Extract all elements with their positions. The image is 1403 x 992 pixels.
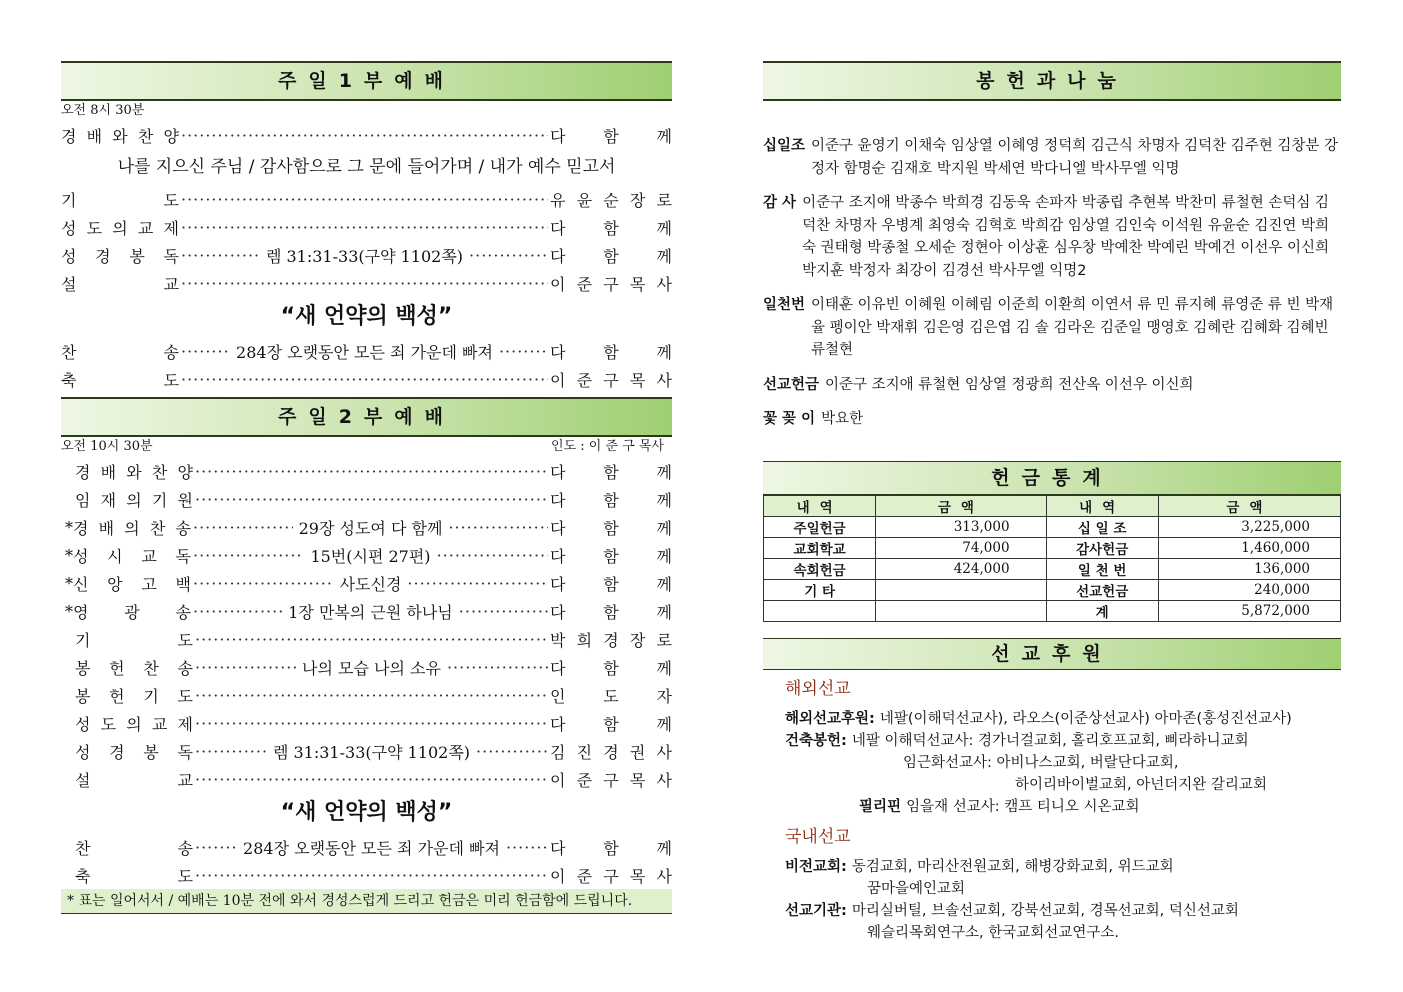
stats-item: 선교헌금 (1046, 579, 1158, 600)
order-row (61, 213, 672, 241)
order-label: 경 배 의 찬 송 (73, 518, 191, 538)
stats-header-row (764, 495, 1341, 516)
order-person: 인 도 자 (550, 686, 672, 706)
mission-line (763, 752, 1341, 774)
order-person: 다 함 께 (549, 574, 672, 594)
mission-value: 네팔(이해덕선교사), 라오스(이준상선교사) 아마존(홍성진선교사) (879, 710, 1292, 727)
order-label: 성 경 봉 독 (61, 246, 179, 266)
stats-item: 십 일 조 (1046, 516, 1158, 537)
order-label: 영 광 송 (73, 602, 191, 622)
order-person: 다 함 께 (549, 602, 672, 622)
leader-dots (193, 574, 334, 593)
order-person: 다 함 께 (550, 342, 672, 362)
stats-row (764, 600, 1341, 621)
order-label: 성 도 의 교 제 (61, 218, 179, 238)
order-row (61, 625, 672, 653)
offering-label: 일천번 (763, 297, 806, 313)
order-label: 성 도 의 교 제 (75, 714, 193, 734)
stats-amount: 313,000 (876, 516, 1046, 537)
leader-dots (195, 686, 548, 705)
order-row (61, 709, 672, 737)
order-label: 찬 송 (75, 838, 193, 858)
order-row (61, 241, 672, 269)
mission-value: 임을재 선교사: 캠프 티니오 시온교회 (906, 798, 1140, 815)
order-detail: 284장 오랫동안 모든 죄 가운데 빠져 (236, 342, 493, 362)
stats-row (764, 516, 1341, 537)
stats-amount: 136,000 (1158, 558, 1340, 579)
order-detail: 렘 31:31-33(구약 1102쪽) (272, 742, 471, 762)
order-label: 설 교 (75, 770, 193, 790)
order-row (61, 861, 672, 889)
offering-list (763, 135, 1341, 431)
order-detail: 사도신경 (339, 574, 402, 594)
order-row (61, 457, 672, 485)
order-row (61, 185, 672, 213)
leader-dots (447, 658, 548, 677)
stats-item: 교회학교 (764, 537, 876, 558)
leader-dots (195, 866, 548, 885)
offering-names: 이준구 조지애 류철현 임상열 정광희 전산옥 이선우 이신희 (825, 376, 1194, 393)
order-person: 다 함 께 (550, 838, 672, 858)
leader-dots (499, 342, 548, 361)
order-label: 경 배 와 찬 양 (61, 126, 179, 146)
order-row (61, 737, 672, 765)
mission-line (763, 730, 1341, 752)
leader-dots (193, 518, 293, 537)
order-row: * 성 시 교 독 ····· 15번(시편 27편) ····· 다 함 께 (61, 541, 672, 569)
leader-dots (181, 190, 548, 209)
order-person: 김 진 경 권 사 (549, 742, 672, 762)
offering-group (763, 135, 1341, 180)
stats-item: 속회헌금 (764, 558, 876, 579)
order-person: 다 함 께 (550, 218, 672, 238)
service2-time-row (61, 437, 672, 457)
stats-column-header: 내역 (764, 495, 876, 516)
order-detail: 렘 31:31-33(구약 1102쪽) (265, 246, 464, 266)
leader-dots (476, 742, 548, 761)
leader-dots (195, 714, 548, 733)
leader-dots (459, 602, 548, 621)
order-row (61, 681, 672, 709)
order-detail: 1장 만복의 근원 하나님 (288, 602, 453, 622)
mission-line (763, 878, 1341, 900)
service2-header: 주일2부예배 (61, 397, 672, 437)
stats-item: 일 천 번 (1046, 558, 1158, 579)
leader-dots (181, 370, 548, 389)
stats-row (764, 579, 1341, 600)
order-person: 다 함 께 (550, 518, 672, 538)
stats-amount: 424,000 (876, 558, 1046, 579)
service1-hymns: 나를 지으신 주님 / 감사함으로 그 문에 들어가며 / 내가 예수 믿고서 (117, 157, 616, 177)
mission-key: 선교기관: (785, 902, 852, 919)
order-detail: 15번(시편 27편) (310, 546, 431, 566)
leader-dots (195, 770, 548, 789)
stats-amount: 5,872,000 (1158, 600, 1340, 621)
leader-dots (469, 246, 548, 265)
mission-value: 임근화선교사: 아비나스교회, 버랄단다교회, (903, 754, 1179, 771)
leader-dots (195, 462, 548, 481)
order-label: 봉 헌 기 도 (75, 686, 193, 706)
stats-row (764, 537, 1341, 558)
mission-value: 꿈마을예인교회 (867, 880, 966, 897)
service2-footnote: * 표는 일어서서 / 예배는 10분 전에 와서 경성스럽게 드리고 헌금은 미리 헌금함에 드립니다. (61, 889, 672, 914)
stats-item: 계 (1046, 600, 1158, 621)
right-column (763, 61, 1341, 944)
mission-value: 네팔 이해덕선교사: 경가너걸교회, 홀리호프교회, 삐라하니교회 (851, 732, 1249, 749)
order-row (61, 833, 672, 861)
stats-column-header: 내역 (1046, 495, 1158, 516)
mission-line (763, 900, 1341, 922)
order-row (61, 337, 672, 365)
order-row (61, 765, 672, 793)
order-row (61, 365, 672, 393)
mission-key: 필리핀 (859, 798, 907, 815)
overseas-title: 해외선교 (785, 678, 851, 699)
stats-table (763, 495, 1341, 622)
stats-header: 헌금통계 (763, 461, 1341, 495)
leader-dots (181, 218, 548, 237)
mission-line (763, 856, 1341, 878)
stats-item: 감사헌금 (1046, 537, 1158, 558)
offering-label: 십일조 (763, 138, 806, 154)
offering-header: 봉헌과나눔 (763, 61, 1341, 101)
service2-leader: 인도 : 이 준 구 목사 (551, 439, 664, 454)
leader-dots (195, 742, 267, 761)
offering-label: 꽃 꽂 이 (763, 411, 816, 427)
order-person: 다 함 께 (550, 462, 672, 482)
stats-amount: 3,225,000 (1158, 516, 1340, 537)
order-label: 임 재 의 기 원 (75, 490, 193, 510)
leader-dots (181, 274, 548, 293)
offering-names: 이준구 윤영기 이채숙 임상열 이혜영 정덕희 김근식 차명자 김덕찬 김주현 김창분 강정자 함명순 김재호 박지원 박세연 박다니엘 박사무엘 익명 (811, 138, 1338, 177)
mission-value: 하이리바이벌교회, 아넌더지완 갈리교회 (1015, 776, 1267, 793)
offering-group (763, 408, 1341, 431)
service2-sermon-title: “새 언약의 백성” (280, 800, 453, 825)
order-label: 기 도 (75, 630, 193, 650)
offering-names: 이준구 조지애 박종수 박희경 김동욱 손파자 박종립 추현복 박찬미 류철현 손덕심 김덕찬 차명자 우병계 최영숙 김혁호 박희감 임상열 김인숙 이석원 유윤순 김진연 박희숙 권태형 박종철 오세순 정현아 이상훈 심우창 박예찬 박예린 박예건 이선우 이신희 박지훈 박정자 최강이 김경선 박사무엘 익명2 (802, 195, 1329, 279)
order-person: 다 함 께 (550, 714, 672, 734)
order-person: 이 준 구 목 사 (550, 866, 672, 886)
order-person: 이 준 구 목 사 (550, 770, 672, 790)
left-column (61, 61, 672, 914)
mission-key: 해외선교후원: (785, 710, 880, 727)
order-row (61, 269, 672, 297)
order-label: 성 시 교 독 (73, 546, 191, 566)
order-person: 다 함 께 (550, 126, 672, 146)
leader-dots (193, 602, 282, 621)
offering-group (763, 192, 1341, 282)
mission-key: 비전교회: (785, 858, 852, 875)
mission-key: 건축봉헌: (785, 732, 852, 749)
order-row (61, 653, 672, 681)
stats-amount: 240,000 (1158, 579, 1340, 600)
order-detail: 나의 모습 나의 소유 (302, 658, 441, 678)
mission-line (763, 796, 1341, 818)
mission-line (763, 922, 1341, 944)
offering-label: 감 사 (763, 195, 797, 211)
offering-names: 박요한 (821, 411, 864, 427)
mission-section (763, 678, 1341, 944)
order-label: 기 도 (61, 190, 179, 210)
stats-item: 주일헌금 (764, 516, 876, 537)
stats-item: 기 타 (764, 579, 876, 600)
stats-column-header: 금액 (1158, 495, 1340, 516)
mission-value: 웨슬리목회연구소, 한국교회선교연구소. (867, 924, 1119, 941)
offering-label: 선교헌금 (763, 376, 820, 393)
order-person: 다 함 께 (550, 546, 672, 566)
order-person: 박 희 경 장 로 (550, 630, 672, 650)
leader-dots (193, 546, 304, 565)
service1-time: 오전 8시 30분 (61, 103, 145, 118)
service2-time: 오전 10시 30분 (61, 439, 153, 454)
order-row: * 신 앙 고 백 ····· 사도신경 ····· 다 함 께 (61, 569, 672, 597)
order-label: 설 교 (61, 274, 179, 294)
order-detail: 29장 성도여 다 함께 (298, 518, 443, 538)
order-person: 다 함 께 (550, 490, 672, 510)
leader-dots (181, 342, 230, 361)
order-person: 다 함 께 (549, 246, 672, 266)
order-label: 축 도 (61, 370, 179, 390)
stats-item (764, 600, 876, 621)
order-label: 찬 송 (61, 342, 179, 362)
order-label: 성 경 봉 독 (75, 742, 193, 762)
order-label: 축 도 (75, 866, 193, 886)
stats-amount (876, 579, 1046, 600)
order-row (61, 485, 672, 513)
mission-header: 선교후원 (763, 638, 1341, 670)
mission-line (763, 774, 1341, 796)
leader-dots (195, 630, 548, 649)
order-label: 신 앙 고 백 (73, 574, 191, 594)
domestic-title: 국내선교 (785, 826, 851, 847)
leader-dots (195, 658, 296, 677)
order-row: * 영 광 송 ····· 1장 만복의 근원 하나님 ····· 다 함 께 (61, 597, 672, 625)
service1-header: 주일1부예배 (61, 61, 672, 101)
order-row: * 경 배 의 찬 송 ····· 29장 성도여 다 함께 ····· 다 함 께 (61, 513, 672, 541)
mission-value: 마리실버틸, 브솔선교회, 강북선교회, 경목선교회, 덕신선교회 (851, 902, 1239, 919)
order-label: 경 배 와 찬 양 (75, 462, 193, 482)
stats-amount: 1,460,000 (1158, 537, 1340, 558)
order-person: 이 준 구 목 사 (550, 370, 672, 390)
order-person: 이 준 구 목 사 (550, 274, 672, 294)
leader-dots (195, 490, 548, 509)
offering-names: 이태훈 이유빈 이혜원 이혜림 이준희 이환희 이연서 류 민 류지혜 류영준 류 빈 박재율 펭이안 박재휘 김은영 김은엽 김 솔 김라온 김준일 맹영호 김혜란 김혜화 김혜빈 류철현 (811, 297, 1334, 358)
stats-row (764, 558, 1341, 579)
service1-sermon-title: “새 언약의 백성” (280, 304, 453, 329)
order-person: 유 윤 순 장 로 (550, 190, 672, 210)
leader-dots (407, 574, 548, 593)
leader-dots (506, 838, 548, 857)
order-row (61, 121, 672, 149)
offering-group (763, 374, 1341, 397)
order-label: 봉 헌 찬 송 (75, 658, 193, 678)
leader-dots (448, 518, 548, 537)
leader-dots (437, 546, 548, 565)
stats-amount (876, 600, 1046, 621)
order-person: 다 함 께 (550, 658, 672, 678)
leader-dots (181, 126, 548, 145)
leader-dots (195, 838, 237, 857)
mission-line (763, 708, 1341, 730)
offering-group (763, 294, 1341, 362)
stats-amount: 74,000 (876, 537, 1046, 558)
order-detail: 284장 오랫동안 모든 죄 가운데 빠져 (243, 838, 500, 858)
mission-value: 동검교회, 마리산전원교회, 해병강화교회, 위드교회 (851, 858, 1174, 875)
leader-dots (181, 246, 260, 265)
stats-column-header: 금액 (876, 495, 1046, 516)
